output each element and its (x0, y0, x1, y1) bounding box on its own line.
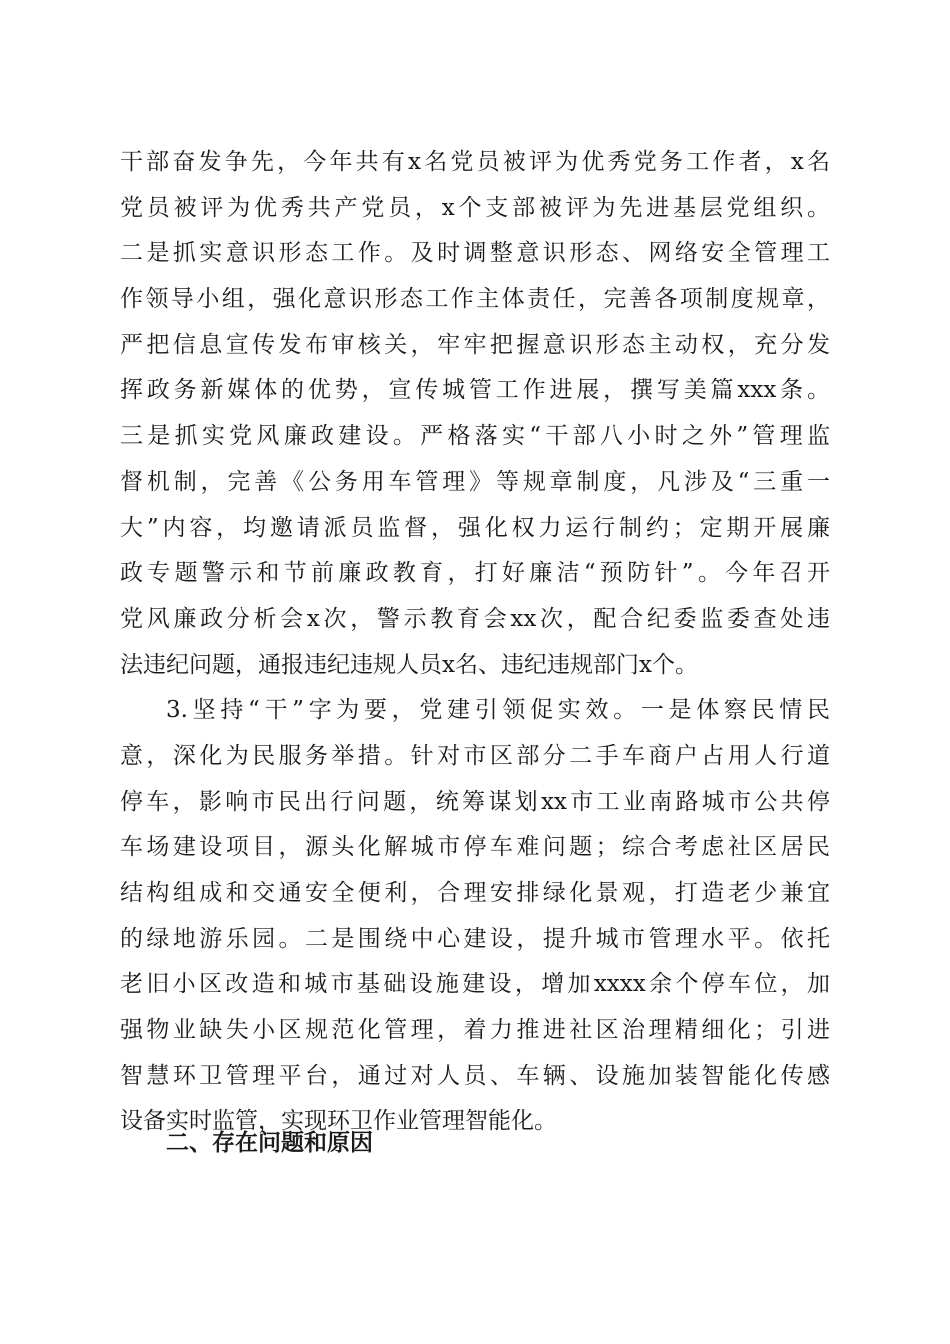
text-line: 督机制，完善《公务用车管理》等规章制度，凡涉及“三重一 (120, 468, 830, 495)
text-line: 智慧环卫管理平台，通过对人员、车辆、设施加装智能化传感 (120, 1062, 830, 1089)
text-line: 作领导小组，强化意识形态工作主体责任，完善各项制度规章， (120, 286, 830, 313)
text-line: 党风廉政分析会x次，警示教育会xx次，配合纪委监委查处违 (120, 605, 830, 632)
body-text (120, 140, 830, 1145)
text-line: 干部奋发争先，今年共有x名党员被评为优秀党务工作者，x名 (120, 149, 830, 175)
text-line: 设备实时监管，实现环卫作业管理智能化。 (120, 1108, 557, 1135)
text-line: 车场建设项目，源头化解城市停车难问题；综合考虑社区居民 (120, 834, 830, 861)
text-line: 老旧小区改造和城市基础设施建设，增加xxxx余个停车位，加 (120, 971, 830, 998)
text-line: 强物业缺失小区规范化管理，着力推进社区治理精细化；引进 (120, 1017, 830, 1044)
section-heading: 二、存在问题和原因 (166, 1130, 373, 1156)
text-line: 的绿地游乐园。二是围绕中心建设，提升城市管理水平。依托 (120, 925, 830, 952)
text-line: 法违纪问题，通报违纪违规人员x名、违纪违规部门x个。 (120, 651, 698, 678)
text-line: 党员被评为优秀共产党员，x个支部被评为先进基层党组织。 (120, 194, 830, 221)
text-line: 三是抓实党风廉政建设。严格落实“干部八小时之外”管理监 (120, 423, 830, 450)
text-line: 停车，影响市民出行问题，统筹谋划xx市工业南路城市公共停 (120, 788, 830, 815)
text-line: 挥政务新媒体的优势，宣传城管工作进展，撰写美篇xxx条。 (120, 377, 830, 404)
text-line: 意，深化为民服务举措。针对市区部分二手车商户占用人行道 (120, 742, 830, 769)
text-line: 结构组成和交通安全便利，合理安排绿化景观，打造老少兼宜 (120, 880, 830, 906)
text-line: 大”内容，均邀请派员监督，强化权力运行制约；定期开展廉 (120, 514, 830, 541)
text-line: 二是抓实意识形态工作。及时调整意识形态、网络安全管理工 (120, 240, 830, 267)
text-line: 严把信息宣传发布审核关，牢牢把握意识形态主动权，充分发 (120, 331, 830, 358)
paragraph-start-line: 3.坚持“干”字为要，党建引领促实效。一是体察民情民 (166, 697, 830, 724)
text-line: 政专题警示和节前廉政教育，打好廉洁“预防针”。今年召开 (120, 560, 830, 587)
